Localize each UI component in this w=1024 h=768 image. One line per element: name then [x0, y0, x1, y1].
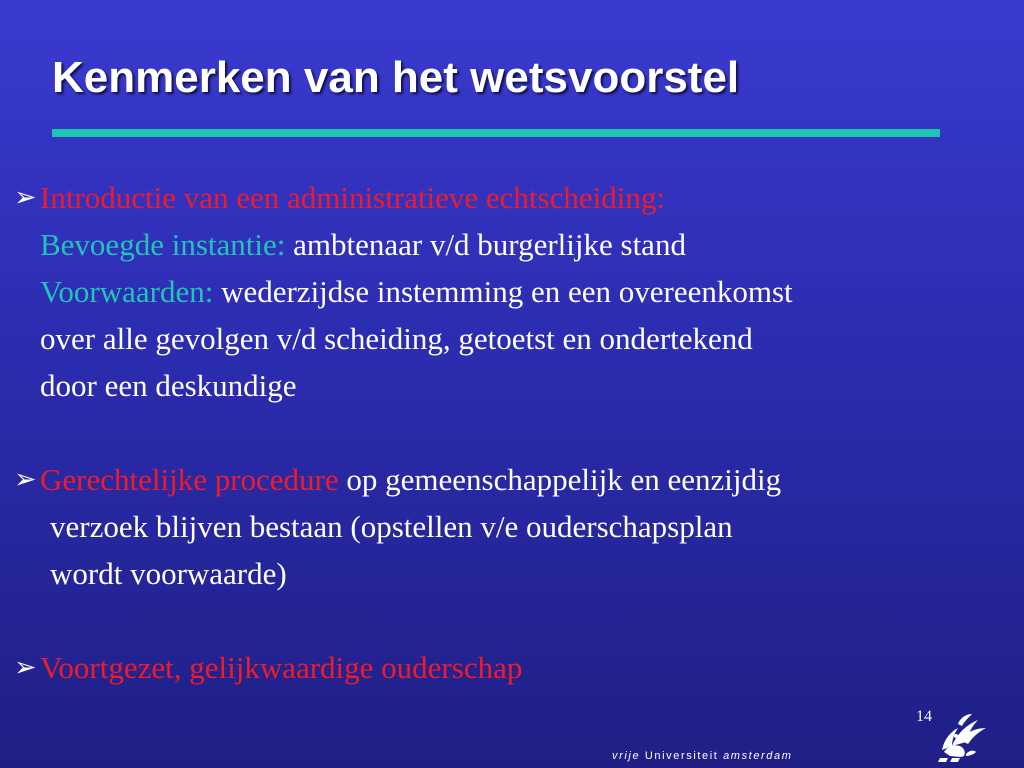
bullet-heading: Voortgezet, gelijkwaardige ouderschap: [40, 650, 523, 685]
bullet-line: [40, 221, 1014, 268]
bullet-item-administrative-divorce: [14, 174, 1014, 409]
bullet-heading-rest: op gemeenschappelijk en eenzijdig: [338, 462, 782, 497]
arrow-bullet-icon: ➢: [14, 652, 37, 683]
slide-title: Kenmerken van het wetsvoorstel: [52, 53, 740, 102]
bullet-item-judicial-procedure: [14, 456, 1014, 597]
bullet-item-continued-parenthood: [14, 644, 1014, 691]
bullet-heading: Introductie van een administratieve echtscheiding:: [40, 180, 665, 215]
arrow-bullet-icon: ➢: [14, 464, 37, 495]
bullet-heading: Gerechtelijke procedure: [40, 462, 339, 497]
bullet-heading-line: [40, 456, 1014, 503]
slide-content: [14, 174, 1014, 691]
spacer: [14, 409, 1014, 456]
spacer: [14, 597, 1014, 644]
arrow-bullet-icon: ➢: [14, 182, 37, 213]
footer-vrije: vrije: [612, 750, 641, 762]
title-underline-rule: [52, 129, 940, 137]
bullet-line: over alle gevolgen v/d scheiding, getoetst en ondertekend: [40, 321, 753, 356]
footer-university-name: [612, 750, 793, 762]
bullet-line: [40, 268, 1014, 315]
line-text: wederzijdse instemming en een overeenkomst: [213, 274, 793, 309]
line-label: Voorwaarden:: [40, 274, 214, 309]
footer-amsterdam: amsterdam: [723, 750, 793, 762]
page-number: 14: [916, 708, 932, 725]
bullet-line: verzoek blijven bestaan (opstellen v/e ouderschapsplan: [50, 509, 733, 544]
line-label: Bevoegde instantie:: [40, 227, 286, 262]
line-text: ambtenaar v/d burgerlijke stand: [285, 227, 686, 262]
footer-universiteit: Universiteit: [644, 750, 719, 762]
bullet-line: wordt voorwaarde): [50, 556, 287, 591]
griffin-logo-icon: [930, 706, 990, 766]
bullet-line: door een deskundige: [40, 368, 297, 403]
